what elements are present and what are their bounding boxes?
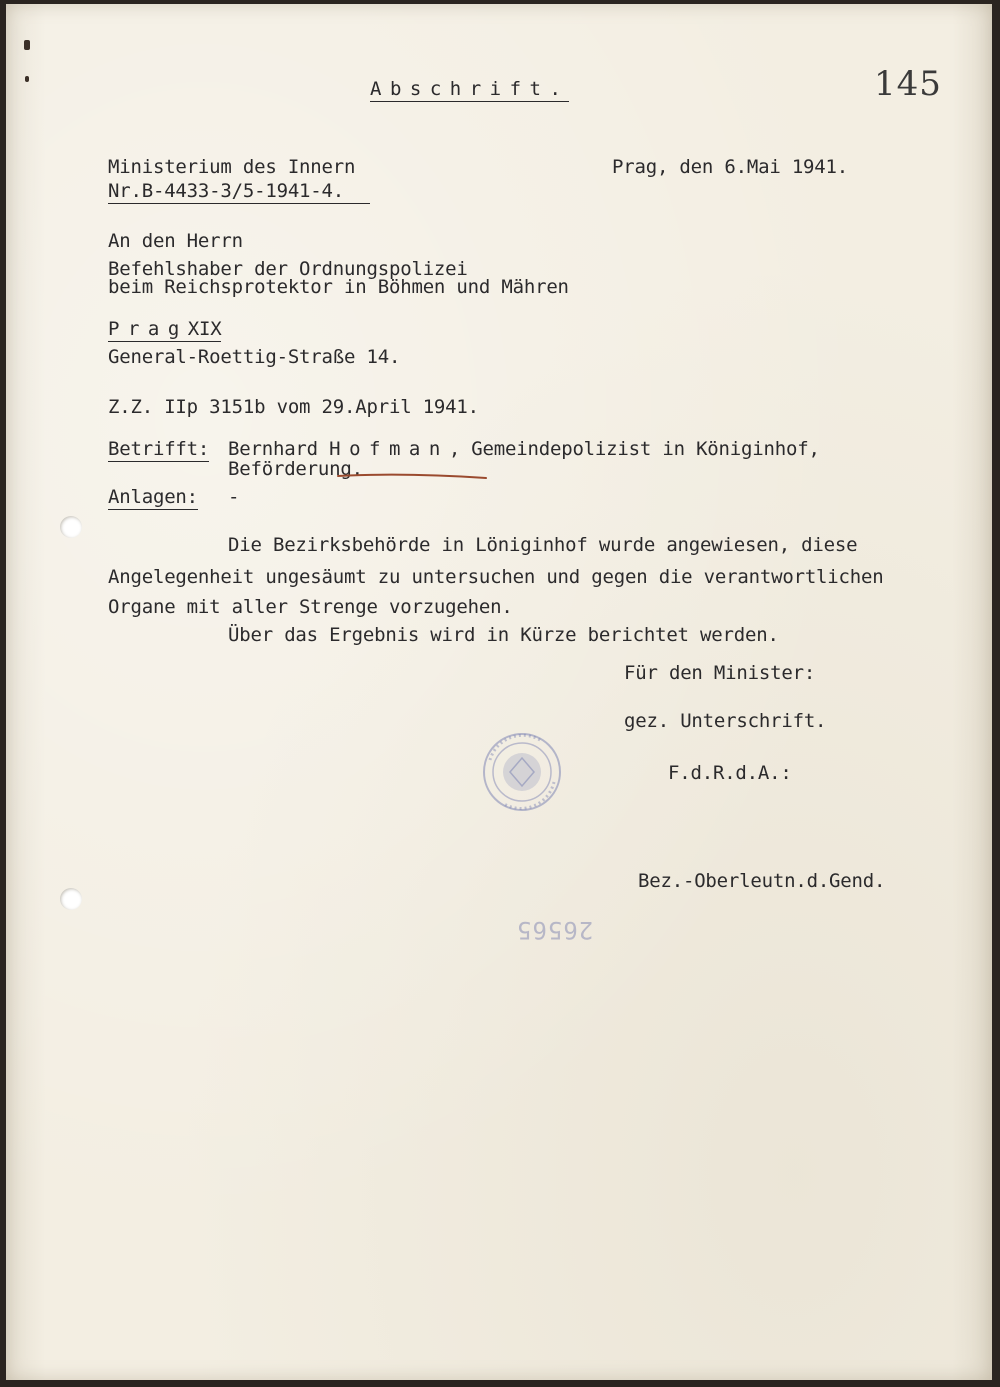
sender-line-1: Ministerium des Innern [108, 156, 356, 178]
reference-line: Z.Z. IIp 3151b vom 29.April 1941. [108, 396, 479, 418]
body-line-1: Die Bezirksbehörde in Löniginhof wurde angewiesen, diese [228, 534, 858, 556]
place-date: Prag, den 6.Mai 1941. [612, 156, 849, 178]
official-seal-stamp [480, 730, 564, 814]
body-line-3: Organe mit aller Strenge vorzugehen. [108, 596, 513, 618]
subject-line-2: Beförderung. [228, 458, 363, 480]
attachments-value: - [228, 486, 240, 508]
document-page [6, 4, 992, 1380]
ink-spot [24, 40, 30, 50]
closing-line-3: F.d.R.d.A.: [668, 762, 792, 784]
closing-line-2: gez. Unterschrift. [624, 710, 827, 732]
pencil-stroke [336, 472, 488, 480]
body-line-4: Über das Ergebnis wird in Kürze berichtet werden. [228, 624, 779, 646]
subject-first-name: Bernhard [228, 438, 318, 460]
recipient-street: General-Roettig-Straße 14. [108, 346, 401, 368]
recipient-city-line [108, 320, 221, 342]
closing-line-1: Für den Minister: [624, 662, 816, 684]
page-number: 145 [874, 64, 942, 104]
punch-hole [60, 516, 82, 538]
subject-label: Betrifft: [108, 438, 210, 460]
recipient-line-2: beim Reichsprotektor in Böhmen und Mähren [108, 276, 569, 298]
punch-hole [60, 888, 82, 910]
recipient-salutation: An den Herrn [108, 230, 243, 252]
attachments-label: Anlagen: [108, 486, 198, 508]
subject-last-name: Hofman [329, 438, 449, 460]
closing-line-4: Bez.-Oberleutn.d.Gend. [638, 870, 886, 892]
recipient-line-1: Befehlshaber der Ordnungspolizei [108, 258, 468, 280]
sender-line-2: Nr.B-4433-3/5-1941-4. [108, 182, 370, 204]
document-heading: Abschrift. [370, 78, 570, 100]
subject-rest: , Gemeindepolizist in Königinhof, [448, 438, 820, 460]
faint-stamp-number: 26565 [516, 916, 594, 944]
body-line-2: Angelegenheit ungesäumt zu untersuchen und gegen die verantwortlichen [108, 566, 884, 588]
recipient-district: XIX [187, 318, 222, 340]
subject-line-1 [228, 440, 820, 459]
recipient-city: Prag [108, 318, 188, 340]
ink-spot [25, 76, 29, 82]
